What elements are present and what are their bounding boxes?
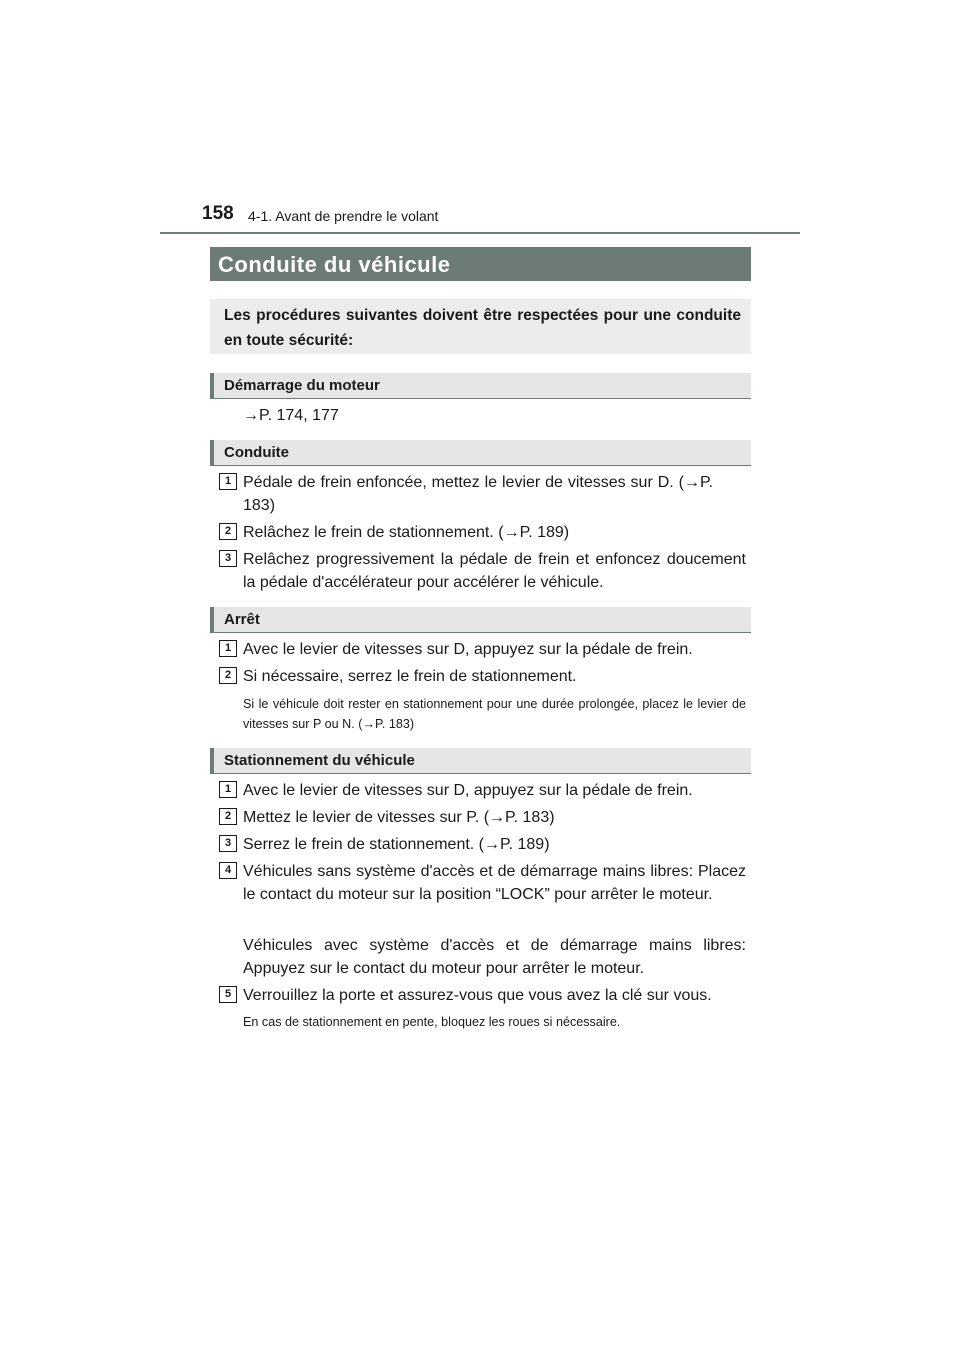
step-number: 2 xyxy=(219,808,237,825)
section-heading-demarrage: Démarrage du moteur xyxy=(210,373,751,399)
page-number: 158 xyxy=(202,203,234,224)
step-text: Pédale de frein enfoncée, mettez le levier de vitesses sur D. (→P. 183) xyxy=(243,474,713,514)
header-divider xyxy=(160,232,800,234)
page-title: Conduite du véhicule xyxy=(210,247,751,281)
step-number: 5 xyxy=(219,986,237,1003)
step-text: Relâchez progressivement la pédale de frein et enfoncez doucement la pédale d'accélérateur pour accélérer le véhicule. xyxy=(243,551,746,591)
step-number: 1 xyxy=(219,473,237,490)
chapter-title: 4-1. Avant de prendre le volant xyxy=(248,208,439,224)
step-number: 3 xyxy=(219,550,237,567)
intro-box: Les procédures suivantes doivent être respectées pour une conduite en toute sécurité: xyxy=(210,299,751,354)
step-text: Relâchez le frein de stationnement. (→P. 189) xyxy=(243,524,570,541)
step-text: Verrouillez la porte et assurez-vous que vous avez la clé sur vous. xyxy=(243,987,712,1004)
step-text: Si nécessaire, serrez le frein de stationnement. xyxy=(243,668,577,685)
step-text: Avec le levier de vitesses sur D, appuyez sur la pédale de frein. xyxy=(243,782,693,799)
step-number: 4 xyxy=(219,862,237,879)
section-heading-conduite: Conduite xyxy=(210,440,751,466)
note-text: Si le véhicule doit rester en stationnement pour une durée prolongée, placez le levier de vitesses sur P ou N. (→P. 183) xyxy=(243,697,746,731)
step-text: Avec le levier de vitesses sur D, appuyez sur la pédale de frein. xyxy=(243,641,693,658)
section-heading-arret: Arrêt xyxy=(210,607,751,633)
note-text: En cas de stationnement en pente, bloquez les roues si nécessaire. xyxy=(243,1015,621,1029)
section-heading-stationnement: Stationnement du véhicule xyxy=(210,748,751,774)
step-text: Véhicules sans système d'accès et de démarrage mains libres: Placez le contact du moteur sur la position “LOCK” pour arrêter le moteur. xyxy=(243,863,746,903)
page-reference: →P. 174, 177 xyxy=(243,407,339,424)
step-text: Mettez le levier de vitesses sur P. (→P. 183) xyxy=(243,809,555,826)
step-text: Serrez le frein de stationnement. (→P. 189) xyxy=(243,836,550,853)
step-number: 3 xyxy=(219,835,237,852)
step-text: Véhicules avec système d'accès et de démarrage mains libres: Appuyez sur le contact du moteur pour arrêter le moteur. xyxy=(243,937,746,977)
step-number: 1 xyxy=(219,781,237,798)
step-number: 2 xyxy=(219,523,237,540)
step-number: 2 xyxy=(219,667,237,684)
step-number: 1 xyxy=(219,640,237,657)
